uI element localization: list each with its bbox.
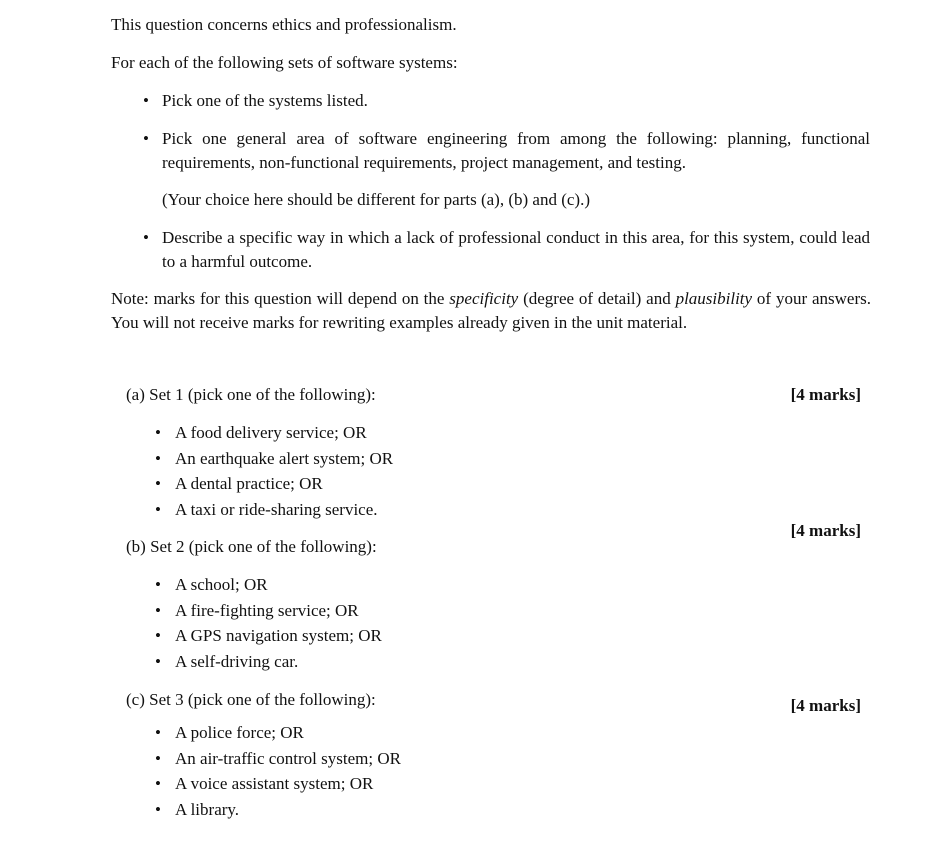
bullet-text: Describe a specific way in which a lack of professional conduct in this area, for this system, could lead to a harmful outcome. [162, 228, 870, 271]
bullet-dot: • [155, 575, 161, 594]
option-list [155, 420, 393, 522]
bullet-dot: • [155, 748, 161, 768]
intro-line-2: For each of the following sets of software systems: [111, 53, 458, 72]
list-item [155, 797, 401, 823]
option-text: A school; OR [175, 575, 268, 594]
bullet-dot: • [155, 448, 161, 468]
option-text: A food delivery service; OR [175, 423, 367, 442]
list-item [155, 471, 393, 497]
bullet-dot: • [143, 228, 149, 247]
part-label: (a) Set 1 (pick one of the following): [126, 385, 376, 404]
note-prefix: Note: marks for this question will depend on the [111, 289, 450, 308]
part-label: (c) Set 3 (pick one of the following): [126, 690, 376, 709]
note-term-specificity: specificity [449, 289, 519, 308]
option-text: A taxi or ride-sharing service. [175, 499, 378, 519]
list-item [155, 497, 393, 523]
list-item [155, 572, 382, 598]
option-text: A self-driving car. [175, 651, 299, 671]
bullet-dot: • [143, 129, 149, 148]
marks-label: [4 marks] [790, 385, 861, 404]
intro-line-1: This question concerns ethics and professionalism. [111, 15, 457, 34]
option-text: A fire-fighting service; OR [175, 600, 359, 620]
option-text: An air-traffic control system; OR [175, 748, 401, 768]
list-item [155, 623, 382, 649]
list-item [155, 420, 393, 446]
option-text: A library. [175, 799, 240, 819]
note-suffix: of your answers. You will not receive marks for rewriting examples already given in the unit material. [111, 289, 871, 332]
bullet-dot: • [155, 600, 161, 620]
bullet-dot: • [143, 91, 149, 110]
option-text: An earthquake alert system; OR [175, 448, 394, 468]
marks-label: [4 marks] [790, 521, 861, 540]
bullet-dot: • [155, 474, 161, 493]
bullet-dot: • [155, 723, 161, 742]
marking-note [111, 287, 871, 335]
list-item [155, 598, 382, 624]
part-label: (b) Set 2 (pick one of the following): [126, 537, 377, 556]
bullet-dot: • [155, 774, 161, 793]
bullet-dot: • [155, 651, 161, 671]
option-list [155, 572, 382, 674]
bullet-text: Pick one general area of software engineering from among the following: planning, functional requirements, non-functional requirements, project management, and testing. [162, 129, 870, 172]
bullet-text: Pick one of the systems listed. [162, 91, 368, 110]
note-term-plausibility: plausibility [675, 289, 753, 308]
list-item [155, 446, 393, 472]
option-list [155, 720, 401, 822]
bullet-dot: • [155, 626, 161, 645]
list-item [155, 746, 401, 772]
list-item [155, 771, 401, 797]
list-item [155, 720, 401, 746]
choice-note: (Your choice here should be different for parts (a), (b) and (c).) [162, 190, 590, 209]
bullet-dot: • [155, 423, 161, 442]
bullet-dot: • [155, 799, 161, 819]
option-text: A dental practice; OR [175, 474, 323, 493]
option-text: A voice assistant system; OR [175, 774, 374, 793]
bullet-dot: • [155, 499, 161, 519]
note-middle: (degree of detail) and [518, 289, 676, 308]
option-text: A GPS navigation system; OR [175, 626, 382, 645]
marks-label: [4 marks] [790, 696, 861, 715]
list-item [155, 649, 382, 675]
option-text: A police force; OR [175, 723, 304, 742]
